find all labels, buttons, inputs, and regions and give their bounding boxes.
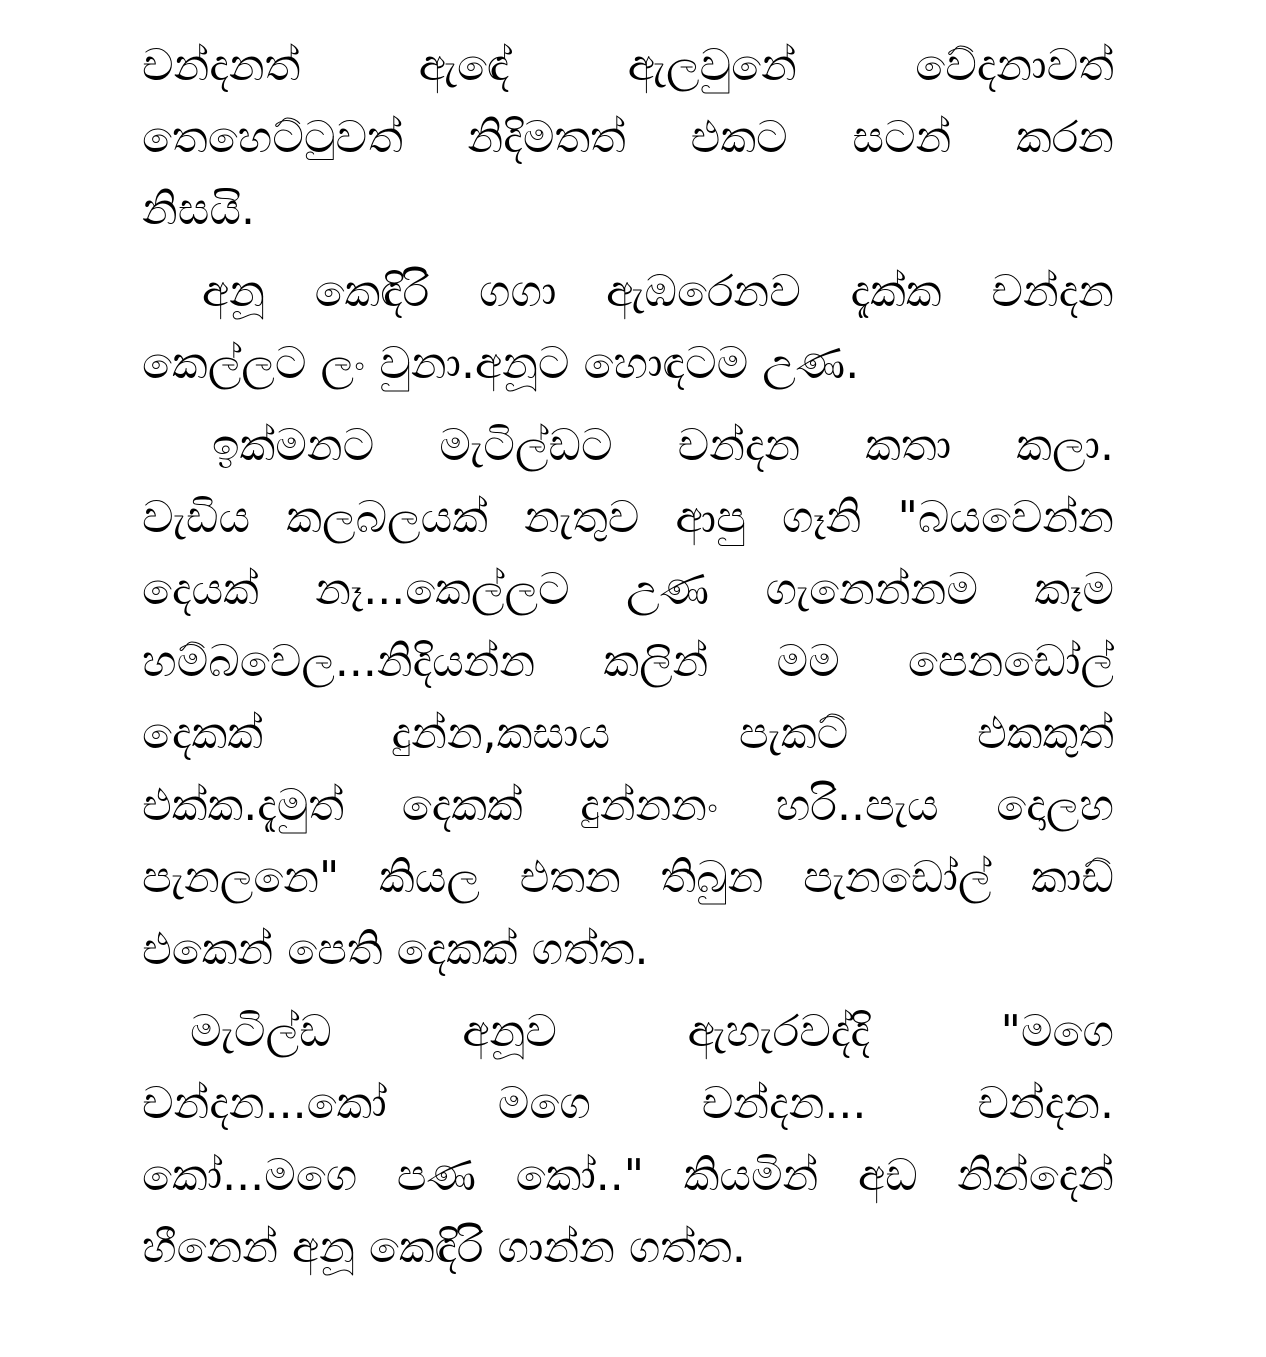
paragraph-3 [142, 410, 1114, 986]
paragraph-2 [142, 256, 1114, 400]
document-page [142, 30, 1114, 1294]
text-line: අනූ කෙඳිරි ගගා ඇඹරෙනව දැක්ක චන්දන [202, 266, 1114, 317]
text-line: නිසයි. [142, 184, 255, 235]
text-line: වැඩිය කලබලයක් නැතුව ආපු ගෑනි "බයවෙන්න [142, 492, 1114, 543]
text-line: කෙල්ලට ලං වුනා.අනූට හොඳටම උණ. [142, 338, 860, 389]
text-line: හම්බවෙල...නිදියන්න කලින් මම පෙනඩෝල් [142, 636, 1114, 687]
text-line: හීනෙන් අනූ කෙඳිරි ගාන්න ගත්ත. [142, 1222, 746, 1273]
text-line: තෙහෙට්ටුවත් නිදිමතත් එකට සටන් කරන [142, 112, 1114, 163]
text-line: කෝ...මගෙ පණ කෝ.." කියමින් අඩ නින්දෙන් [142, 1150, 1114, 1201]
paragraph-4 [142, 996, 1114, 1284]
text-line: එකෙන් පෙති දෙකක් ගත්ත. [142, 924, 649, 975]
text-line: චන්දනත් ඇඳේ ඇලවුනේ වේදනාවත් [142, 40, 1114, 91]
text-line: එක්ක.දැමුත් දෙකක් දුන්නනං හරි..පැය දොලහ [142, 780, 1114, 831]
text-line: දෙකක් දුන්න,කසාය පැකට් එකකුත් [142, 708, 1114, 759]
text-line: මැටිල්ඩ අනූව ඇහැරවද්දි "මගෙ [190, 1006, 1114, 1057]
paragraph-1 [142, 30, 1114, 246]
text-line: චන්දන...කෝ මගෙ චන්දන... චන්දන. [142, 1078, 1114, 1129]
text-line: දෙයක් නෑ...කෙල්ලට උණ ගැනෙන්නම කෑම [142, 564, 1114, 615]
text-line: පැනලනෙ" කියල එතන තිබුන පැනඩෝල් කාඩ් [142, 852, 1114, 903]
text-line: ඉක්මනට මැටිල්ඩට චන්දන කතා කලා. [212, 420, 1114, 471]
